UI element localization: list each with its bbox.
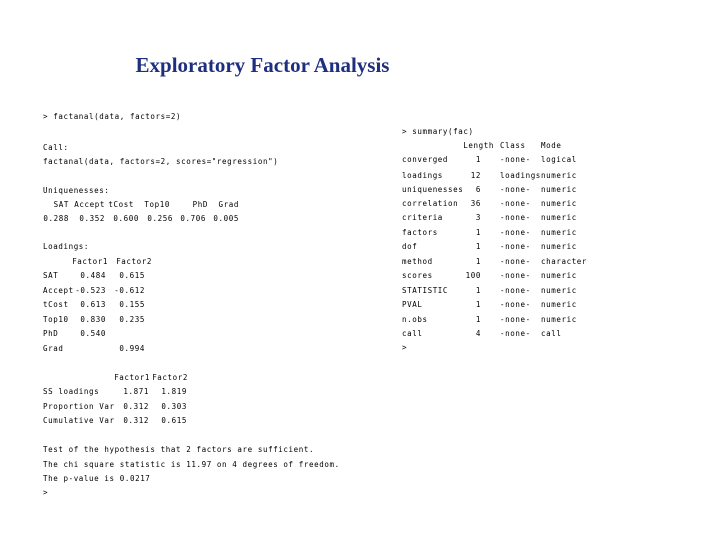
uniqueness-header: Top10	[144, 200, 170, 209]
loadings-factor1: 0.540	[80, 329, 106, 338]
uniqueness-value: 0.005	[213, 214, 239, 223]
variance-factor1: 0.312	[123, 416, 149, 425]
summary-row-length: 1	[475, 155, 481, 164]
summary-row-class: loadings	[500, 171, 541, 180]
summary-row-name: loadings	[402, 171, 443, 180]
loadings-factor2: 0.235	[119, 315, 145, 324]
hypothesis-test-line: The p-value is 0.0217	[43, 474, 151, 483]
summary-row-name: STATISTIC	[402, 286, 449, 295]
loadings-factor2: 0.615	[119, 271, 145, 280]
loadings-factor1: 0.830	[80, 315, 106, 324]
summary-row-length: 1	[475, 242, 481, 251]
loadings-row-name: Top10	[43, 315, 69, 324]
call-label: Call:	[43, 143, 69, 152]
variance-factor1: 0.312	[123, 402, 149, 411]
console-prompt: >	[43, 488, 49, 497]
variance-header: Factor2	[152, 373, 188, 382]
summary-row-length: 1	[475, 228, 481, 237]
summary-row-length: 4	[475, 329, 481, 338]
summary-row-mode: numeric	[541, 171, 577, 180]
summary-row-mode: numeric	[541, 199, 577, 208]
summary-row-name: method	[402, 257, 433, 266]
summary-row-class: -none-	[500, 300, 531, 309]
summary-row-class: -none-	[500, 213, 531, 222]
summary-row-length: 1	[475, 315, 481, 324]
loadings-row-name: Accept	[43, 286, 74, 295]
summary-row-mode: numeric	[541, 242, 577, 251]
loadings-header: Factor1	[72, 257, 108, 266]
uniqueness-header: SAT	[53, 200, 69, 209]
summary-row-name: dof	[402, 242, 418, 251]
summary-row-length: 3	[475, 213, 481, 222]
uniqueness-value: 0.706	[180, 214, 206, 223]
variance-row-name: Proportion Var	[43, 402, 115, 411]
summary-row-length: 12	[470, 171, 481, 180]
variance-row-name: Cumulative Var	[43, 416, 115, 425]
summary-row-mode: numeric	[541, 228, 577, 237]
loadings-factor1: 0.613	[80, 300, 106, 309]
summary-row-mode: numeric	[541, 300, 577, 309]
loadings-row-name: PhD	[43, 329, 59, 338]
hypothesis-test-line: The chi square statistic is 11.97 on 4 degrees of freedom.	[43, 460, 340, 469]
summary-row-class: -none-	[500, 199, 531, 208]
summary-row-name: uniquenesses	[402, 185, 464, 194]
summary-header-length: Length	[463, 141, 494, 150]
uniqueness-header: Grad	[218, 200, 239, 209]
loadings-row-name: SAT	[43, 271, 59, 280]
summary-row-name: converged	[402, 155, 449, 164]
summary-row-length: 6	[475, 185, 481, 194]
summary-row-class: -none-	[500, 315, 531, 324]
loadings-label: Loadings:	[43, 242, 90, 251]
summary-row-mode: numeric	[541, 271, 577, 280]
uniqueness-value: 0.352	[79, 214, 105, 223]
uniquenesses-label: Uniquenesses:	[43, 186, 110, 195]
summary-row-class: -none-	[500, 257, 531, 266]
summary-row-class: -none-	[500, 329, 531, 338]
summary-row-name: correlation	[402, 199, 459, 208]
summary-row-name: PVAL	[402, 300, 423, 309]
summary-row-class: -none-	[500, 286, 531, 295]
variance-header: Factor1	[114, 373, 150, 382]
summary-row-class: -none-	[500, 242, 531, 251]
summary-row-name: call	[402, 329, 423, 338]
variance-factor2: 1.819	[161, 387, 187, 396]
summary-row-length: 1	[475, 286, 481, 295]
loadings-row-name: Grad	[43, 344, 64, 353]
summary-row-name: factors	[402, 228, 438, 237]
loadings-factor1: -0.523	[75, 286, 106, 295]
summary-row-class: -none-	[500, 185, 531, 194]
summary-row-length: 36	[470, 199, 481, 208]
summary-row-mode: call	[541, 329, 562, 338]
variance-factor2: 0.615	[161, 416, 187, 425]
uniqueness-value: 0.256	[147, 214, 173, 223]
page-title: Exploratory Factor Analysis	[135, 53, 390, 77]
hypothesis-test-line: Test of the hypothesis that 2 factors are sufficient.	[43, 445, 315, 454]
loadings-header: Factor2	[116, 257, 152, 266]
variance-row-name: SS loadings	[43, 387, 100, 396]
call-text: factanal(data, factors=2, scores="regression")	[43, 157, 279, 166]
loadings-factor1: 0.484	[80, 271, 106, 280]
summary-row-mode: logical	[541, 155, 577, 164]
summary-row-class: -none-	[500, 155, 531, 164]
summary-row-mode: numeric	[541, 315, 577, 324]
summary-command: > summary(fac)	[402, 127, 474, 136]
uniqueness-header: tCost	[108, 200, 134, 209]
uniqueness-value: 0.600	[113, 214, 139, 223]
summary-row-length: 1	[475, 300, 481, 309]
loadings-factor2: 0.155	[119, 300, 145, 309]
summary-row-mode: numeric	[541, 185, 577, 194]
uniqueness-value: 0.288	[43, 214, 69, 223]
loadings-factor2: -0.612	[114, 286, 145, 295]
summary-header-mode: Mode	[541, 141, 562, 150]
summary-row-mode: numeric	[541, 213, 577, 222]
console-prompt: >	[402, 343, 408, 352]
variance-factor1: 1.871	[123, 387, 149, 396]
summary-row-name: scores	[402, 271, 433, 280]
summary-row-mode: numeric	[541, 286, 577, 295]
uniqueness-header: Accept	[74, 200, 105, 209]
summary-row-class: -none-	[500, 271, 531, 280]
uniqueness-header: PhD	[192, 200, 208, 209]
summary-row-mode: character	[541, 257, 588, 266]
summary-row-length: 1	[475, 257, 481, 266]
command-line: > factanal(data, factors=2)	[43, 112, 182, 121]
summary-row-class: -none-	[500, 228, 531, 237]
summary-row-length: 100	[465, 271, 481, 280]
summary-row-name: n.obs	[402, 315, 428, 324]
loadings-row-name: tCost	[43, 300, 69, 309]
loadings-factor2: 0.994	[119, 344, 145, 353]
variance-factor2: 0.303	[161, 402, 187, 411]
summary-header-class: Class	[500, 141, 526, 150]
summary-row-name: criteria	[402, 213, 443, 222]
